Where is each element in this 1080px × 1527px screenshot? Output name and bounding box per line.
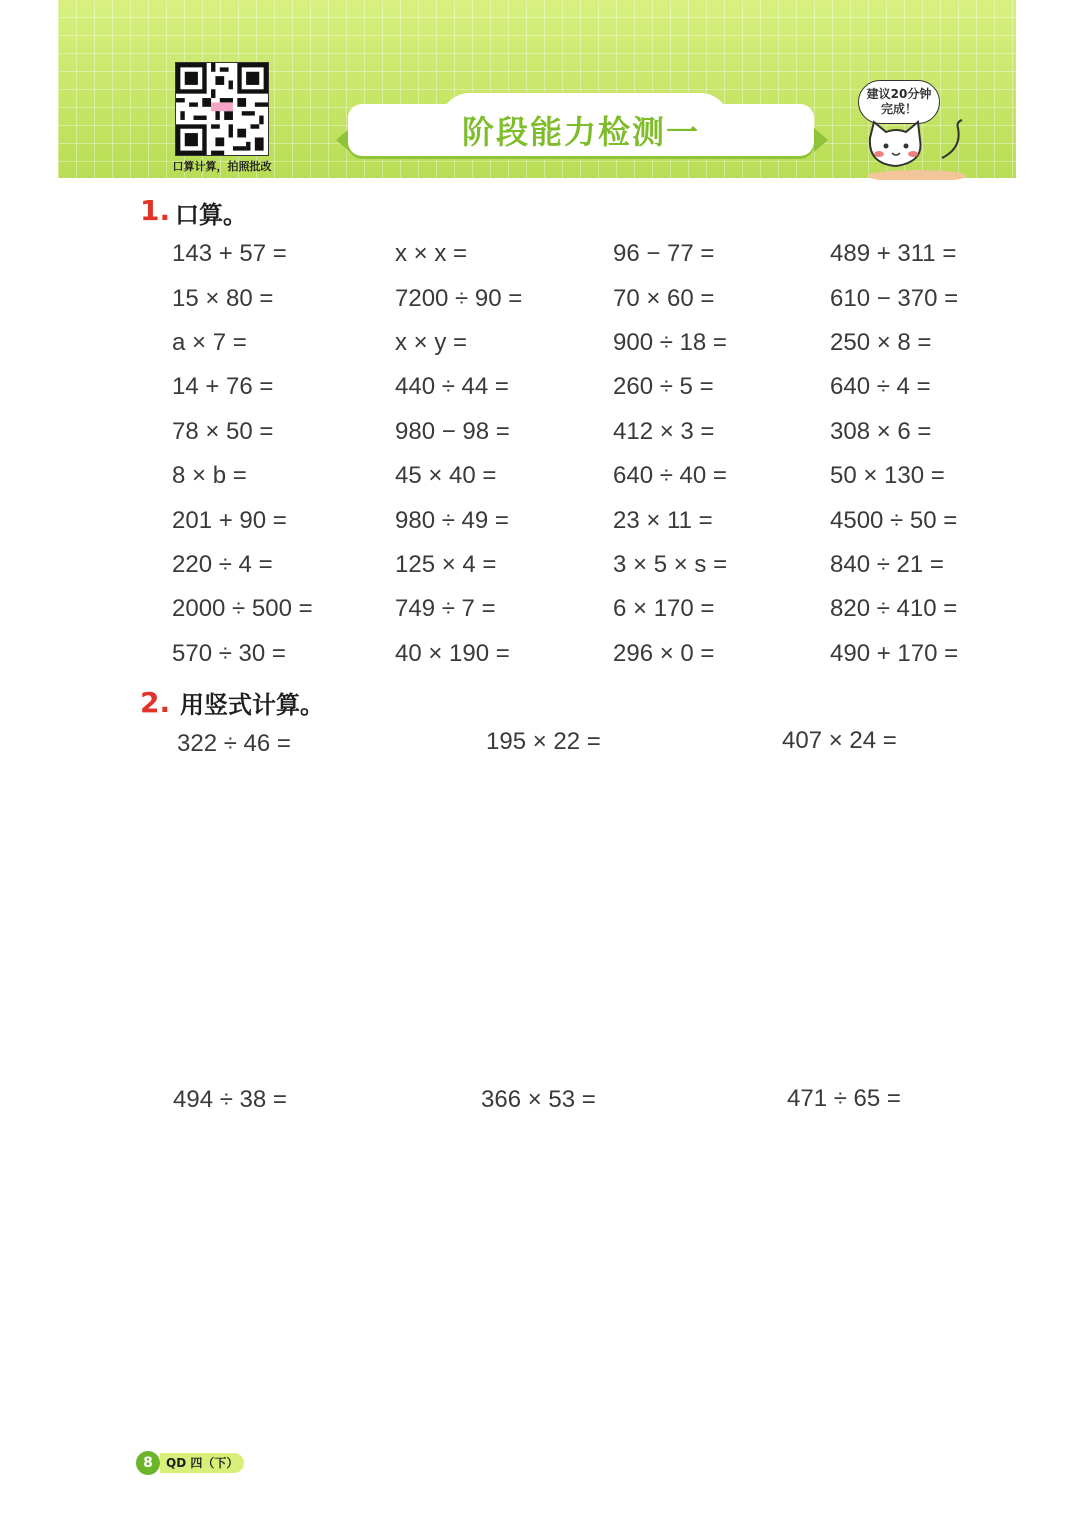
- mental-math-problem: 23 × 11 =: [613, 507, 713, 534]
- time-suggestion-line1: 建议20分钟: [866, 87, 932, 101]
- mental-math-problem: 749 ÷ 7 =: [395, 595, 496, 622]
- mental-math-problem: 2000 ÷ 500 =: [172, 595, 313, 622]
- mental-math-problem: 3 × 5 × s =: [613, 551, 728, 578]
- mental-math-problem: 70 × 60 =: [613, 285, 715, 312]
- vertical-problem: 195 × 22 =: [486, 728, 601, 755]
- mental-math-problem: 840 ÷ 21 =: [830, 551, 944, 578]
- mental-math-problem: 7200 ÷ 90 =: [395, 285, 523, 312]
- mental-math-problem: 4500 ÷ 50 =: [830, 507, 958, 534]
- mental-math-problem: 489 + 311 =: [830, 240, 957, 267]
- edition-label: QD 四（下）: [160, 1453, 244, 1473]
- mental-math-problem: 640 ÷ 40 =: [613, 462, 727, 489]
- mental-math-problem: 308 × 6 =: [830, 418, 932, 445]
- mental-math-problem: 440 ÷ 44 =: [395, 373, 509, 400]
- mental-math-problem: 15 × 80 =: [172, 285, 274, 312]
- title-banner: [348, 104, 814, 156]
- mental-math-problem: 296 × 0 =: [613, 640, 715, 667]
- title-ribbon-right: [814, 128, 828, 152]
- mental-math-problem: 900 ÷ 18 =: [613, 329, 727, 356]
- mental-math-problem: 490 + 170 =: [830, 640, 959, 667]
- mental-math-problem: x × x =: [395, 240, 468, 267]
- mental-math-problem: 980 ÷ 49 =: [395, 507, 509, 534]
- mental-math-problem: 6 × 170 =: [613, 595, 715, 622]
- mental-math-problem: 640 ÷ 4 =: [830, 373, 931, 400]
- mental-math-problem: 78 × 50 =: [172, 418, 274, 445]
- mental-math-problem: 8 × b =: [172, 462, 247, 489]
- mental-math-problem: 125 × 4 =: [395, 551, 497, 578]
- mental-math-problem: 14 + 76 =: [172, 373, 274, 400]
- mental-math-problem: 610 − 370 =: [830, 285, 959, 312]
- page-number: 8: [136, 1451, 160, 1475]
- mental-math-problem: 412 × 3 =: [613, 418, 715, 445]
- mental-math-problem: x × y =: [395, 329, 468, 356]
- cat-mascot-icon: [862, 118, 972, 180]
- qr-code[interactable]: [175, 62, 269, 156]
- section-2-number: 2.: [140, 686, 171, 719]
- section-1-title: 口算。: [175, 201, 247, 229]
- section-2-title: 用竖式计算。: [180, 691, 324, 719]
- mental-math-problem: 980 − 98 =: [395, 418, 510, 445]
- qr-caption: 口算计算，拍照批改: [172, 160, 272, 173]
- mental-math-problem: 143 + 57 =: [172, 240, 287, 267]
- mental-math-problem: 201 + 90 =: [172, 507, 287, 534]
- mental-math-problem: 820 ÷ 410 =: [830, 595, 958, 622]
- mental-math-problem: 250 × 8 =: [830, 329, 932, 356]
- mental-math-problem: 260 ÷ 5 =: [613, 373, 714, 400]
- time-suggestion-line2: 完成！: [880, 102, 917, 116]
- page-title: 阶段能力检测一: [461, 113, 700, 151]
- vertical-problem: 322 ÷ 46 =: [177, 730, 291, 757]
- mental-math-problem: a × 7 =: [172, 329, 247, 356]
- mental-math-problem: 40 × 190 =: [395, 640, 510, 667]
- vertical-problem: 494 ÷ 38 =: [173, 1086, 287, 1113]
- vertical-problem: 366 × 53 =: [481, 1086, 596, 1113]
- mental-math-problem: 220 ÷ 4 =: [172, 551, 273, 578]
- mental-math-problem: 96 − 77 =: [613, 240, 715, 267]
- mental-math-problem: 45 × 40 =: [395, 462, 497, 489]
- mental-math-problem: 570 ÷ 30 =: [172, 640, 286, 667]
- vertical-problem: 471 ÷ 65 =: [787, 1085, 901, 1112]
- section-1-number: 1.: [140, 194, 171, 227]
- mental-math-problem: 50 × 130 =: [830, 462, 945, 489]
- vertical-problem: 407 × 24 =: [782, 727, 897, 754]
